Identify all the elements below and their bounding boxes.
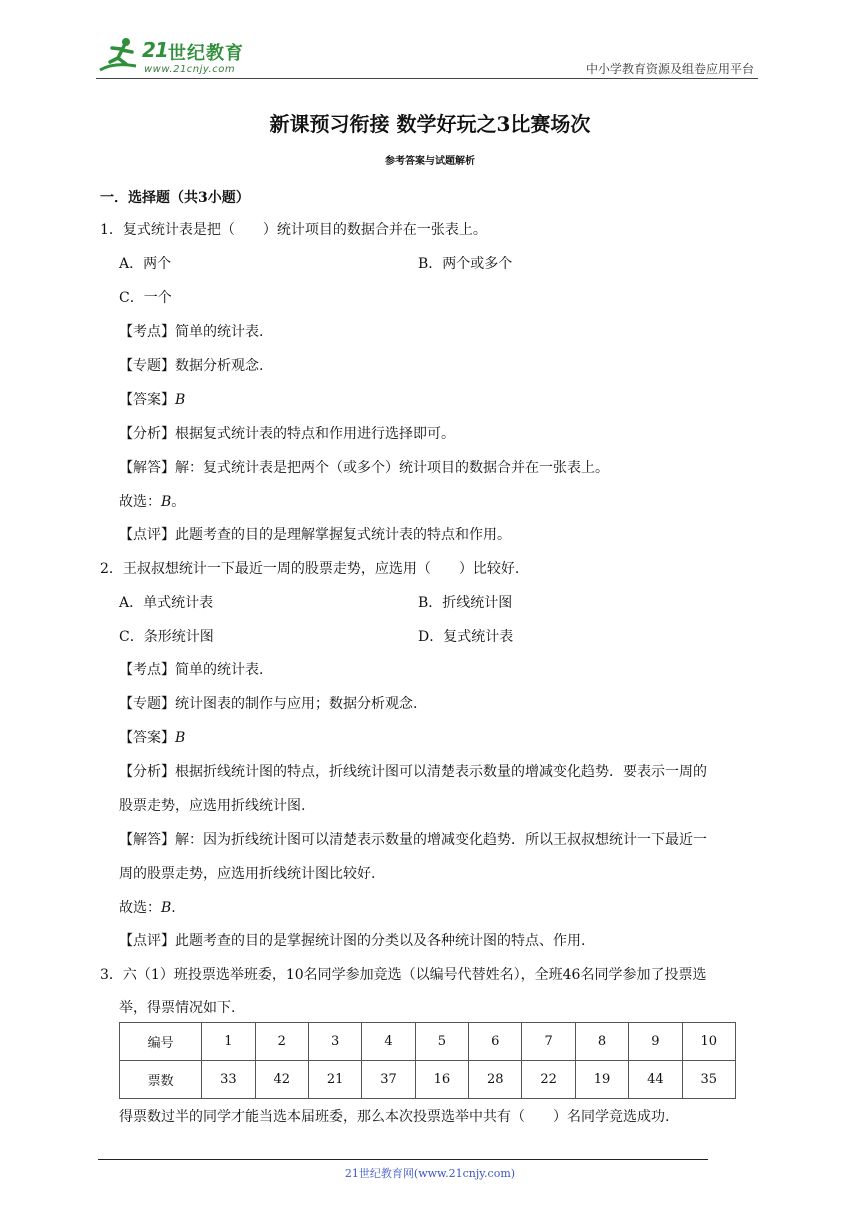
q2-dianping: 【点评】此题考查的目的是掌握统计图的分类以及各种统计图的特点、作用. <box>119 933 586 949</box>
q2-answer-label: 【答案】 <box>119 730 175 746</box>
q1-answer <box>119 389 185 409</box>
q2-kaodian: 【考点】简单的统计表. <box>119 662 264 678</box>
table-cell: 22 <box>522 1061 575 1099</box>
q3-stem-line3: 得票数过半的同学才能当选本届班委，那么本次投票选举中共有（ ）名同学竞选成功. <box>119 1109 670 1125</box>
q2-option-a: A．单式统计表 <box>119 595 214 611</box>
table-cell: 37 <box>362 1061 415 1099</box>
table-cell: 3 <box>308 1023 361 1061</box>
table-cell: 9 <box>629 1023 682 1061</box>
q3-stem-line1: 3．六（1）班投票选举班委，10名同学参加竞选（以编号代替姓名），全班46名同学参加了投票选 <box>100 967 707 983</box>
page-title: 新课预习衔接 数学好玩之3比赛场次 <box>269 112 591 136</box>
q1-answer-value: B <box>175 392 186 408</box>
q1-answer-label: 【答案】 <box>119 392 175 408</box>
q2-guxuan-end: . <box>171 900 176 916</box>
q1-option-a: A．两个 <box>119 256 172 272</box>
table-cell: 7 <box>522 1023 575 1061</box>
section-heading: 一．选择题（共3小题） <box>100 190 250 206</box>
table-row-label: 编号 <box>120 1023 202 1061</box>
q1-fenxi: 【分析】根据复式统计表的特点和作用进行选择即可。 <box>119 426 455 442</box>
site-logo <box>96 36 261 78</box>
q2-option-d: D．复式统计表 <box>418 629 514 645</box>
table-row <box>120 1023 736 1061</box>
table-cell: 4 <box>362 1023 415 1061</box>
runner-icon <box>96 36 144 78</box>
table-cell: 16 <box>415 1061 468 1099</box>
q2-jieda-line2: 周的股票走势，应选用折线统计图比较好. <box>119 866 376 882</box>
q1-option-b: B．两个或多个 <box>418 256 513 272</box>
table-cell: 2 <box>255 1023 308 1061</box>
q1-guxuan-label: 故选： <box>119 494 161 510</box>
table-cell: 44 <box>629 1061 682 1099</box>
q1-jieda: 【解答】解：复式统计表是把两个（或多个）统计项目的数据合并在一张表上。 <box>119 460 609 476</box>
page-subtitle: 参考答案与试题解析 <box>385 156 475 167</box>
table-cell: 21 <box>308 1061 361 1099</box>
table-cell: 8 <box>575 1023 628 1061</box>
table-cell: 33 <box>202 1061 255 1099</box>
q2-stem: 2．王叔叔想统计一下最近一周的股票走势，应选用（ ）比较好. <box>100 561 520 577</box>
q2-option-b: B．折线统计图 <box>418 595 513 611</box>
platform-name: 中小学教育资源及组卷应用平台 <box>585 62 754 76</box>
footer-link[interactable]: 21世纪教育网(www.21cnjy.com) <box>344 1167 516 1180</box>
table-row <box>120 1061 736 1099</box>
q2-fenxi-line2: 股票走势，应选用折线统计图. <box>119 798 306 814</box>
q1-guxuan-value: B <box>161 494 172 510</box>
q2-zhuanti: 【专题】统计图表的制作与应用；数据分析观念. <box>119 696 418 712</box>
table-cell: 35 <box>682 1061 735 1099</box>
q2-jieda-line1: 【解答】解：因为折线统计图可以清楚表示数量的增减变化趋势．所以王叔叔想统计一下最近一 <box>119 832 707 848</box>
logo-name: 世纪教育 <box>168 43 244 64</box>
q2-answer <box>119 727 185 747</box>
q1-zhuanti: 【专题】数据分析观念. <box>119 358 264 374</box>
table-cell: 19 <box>575 1061 628 1099</box>
table-cell: 1 <box>202 1023 255 1061</box>
q1-dianping: 【点评】此题考查的目的是理解掌握复式统计表的特点和作用。 <box>119 527 511 543</box>
q2-answer-value: B <box>175 730 186 746</box>
table-cell: 28 <box>469 1061 522 1099</box>
q1-stem: 1．复式统计表是把（ ）统计项目的数据合并在一张表上。 <box>100 222 487 238</box>
logo-number: 21 <box>142 38 168 62</box>
table-cell: 6 <box>469 1023 522 1061</box>
q2-guxuan <box>119 897 176 917</box>
q1-guxuan <box>119 491 185 511</box>
table-cell: 42 <box>255 1061 308 1099</box>
q2-guxuan-label: 故选： <box>119 900 161 916</box>
q1-guxuan-end: 。 <box>171 494 186 510</box>
q1-kaodian: 【考点】简单的统计表. <box>119 324 264 340</box>
q2-guxuan-value: B <box>161 900 172 916</box>
q2-option-c: C．条形统计图 <box>119 629 214 645</box>
q1-option-c: C．一个 <box>119 290 172 306</box>
q3-stem-line2: 举，得票情况如下. <box>119 1000 236 1016</box>
logo-url: www.21cnjy.com <box>144 64 236 75</box>
vote-table <box>119 1022 736 1099</box>
footer-divider <box>98 1159 708 1160</box>
table-cell: 5 <box>415 1023 468 1061</box>
table-row-label: 票数 <box>120 1061 202 1099</box>
header-divider <box>96 78 758 79</box>
table-cell: 10 <box>682 1023 735 1061</box>
q2-fenxi-line1: 【分析】根据折线统计图的特点，折线统计图可以清楚表示数量的增减变化趋势．要表示一周的 <box>119 764 707 780</box>
